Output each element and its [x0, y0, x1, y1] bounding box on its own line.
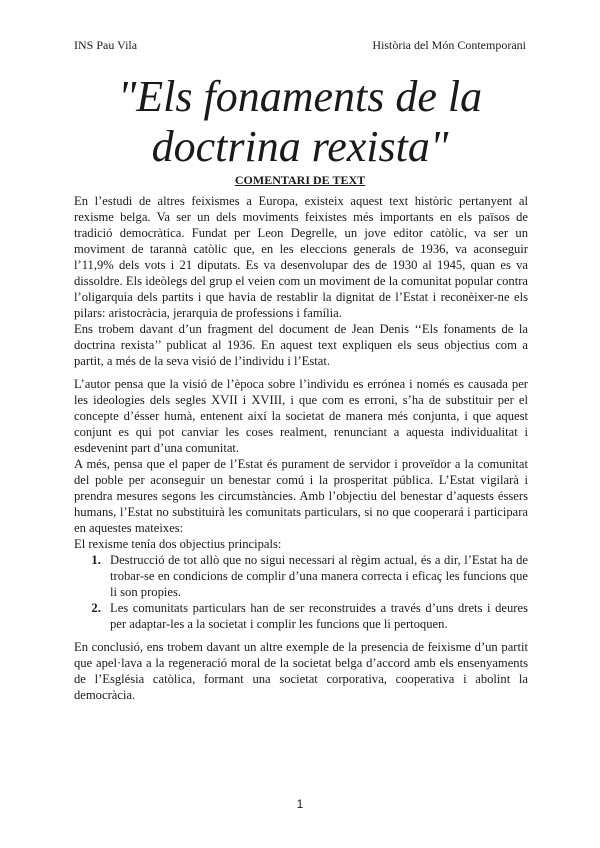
paragraph-individual: L’autor pensa que la visió de l’època sobre l’individu es errónea i només es causada per les ideologies dels segles XVII i XVIII, i que com es erroni, s’ha de substituir per el concepte d’ésser humà, entenent així la societat de manera més conjunta, i que aquest conjunt es qui pot canviar les coses realment, renunciant a aquesta individualitat i esdevenint part d’una comunitat.: [74, 377, 528, 455]
paragraph-intro: En l’estudi de altres feixismes a Europa, existeix aquest text històric pertanyent al rexisme belga. Va ser un dels moviments feixistes més importants en els països de tradició democràtica. Fundat per Leon Degrelle, un jove editor catòlic, va ser un moviment de tarannà catòlic que, en les eleccions generals de 1936, va aconseguir l’11,9% dels vots i 21 diputats. Es va desenvolupar des de 1930 al 1945, quan es va dissoldre. Els ideòlegs del grup el veien com un moviment de la comunitat popular contra l’oligarquia dels partits i que havia de restablir la dignitat de l’Estat i reconèixer-ne els pilars: aristocràcia, jerarquia de professions i família.: [74, 194, 528, 320]
paragraph-objectives: El rexisme tenía dos objectius principals:: [74, 537, 282, 551]
document-subtitle: COMENTARI DE TEXT: [234, 173, 366, 187]
list-item: 2. Les comunitats particulars han de ser reconstruides a través d’uns drets i deures per adaptar-les a la societat i complir les funcions que li pertoquen.: [104, 600, 528, 632]
header-school: INS Pau Vila: [74, 38, 138, 52]
list-item: 1. Destrucció de tot allò que no sigui necessari al règim actual, és a dir, l’Estat ha de trobar-se en condicions de complir d’una manera correcta i eficaç les funcions que li son propies.: [104, 552, 528, 600]
paragraph-conclusion: En conclusió, ens trobem davant un altre exemple de la presencia de feixisme d’un partit que apel·lava a la regeneració moral de la societat belga d’accord amb els ensenyaments de l’Església catòlica, formant una societat corporativa, cooperativa i abolint la democràcia.: [74, 640, 528, 702]
document-title: [0, 72, 600, 172]
title-line-2: doctrina rexista": [151, 122, 449, 171]
paragraph-source: Ens trobem davant d’un fragment del document de Jean Denis ‘‘Els fonaments de la doctrina rexista’’ publicat al 1936. En aquest text expliquen els seus objectius com a partit, a més de la seva visió de l’individu i l’Estat.: [74, 322, 528, 368]
objectives-list: [74, 552, 528, 632]
document-body: [74, 193, 528, 703]
paragraph-state: A més, pensa que el paper de l’Estat és purament de servidor i proveïdor a la comunitat del poble per aconseguir un benestar comú i la prosperitat pública. L’Estat vigilarà i prendra mesures segons les circumstàncies. Amb l’objectiu del benestar d’aquests éssers humans, l’Estat no substituirà les comunitats particulars, si no que cooperará i participara en aquestes mateixes:: [74, 457, 528, 535]
title-line-1: "Els fonaments de la: [117, 72, 483, 121]
page-number: 1: [296, 797, 304, 811]
page-header: [74, 38, 526, 53]
header-subject: Història del Món Contemporani: [372, 38, 526, 52]
